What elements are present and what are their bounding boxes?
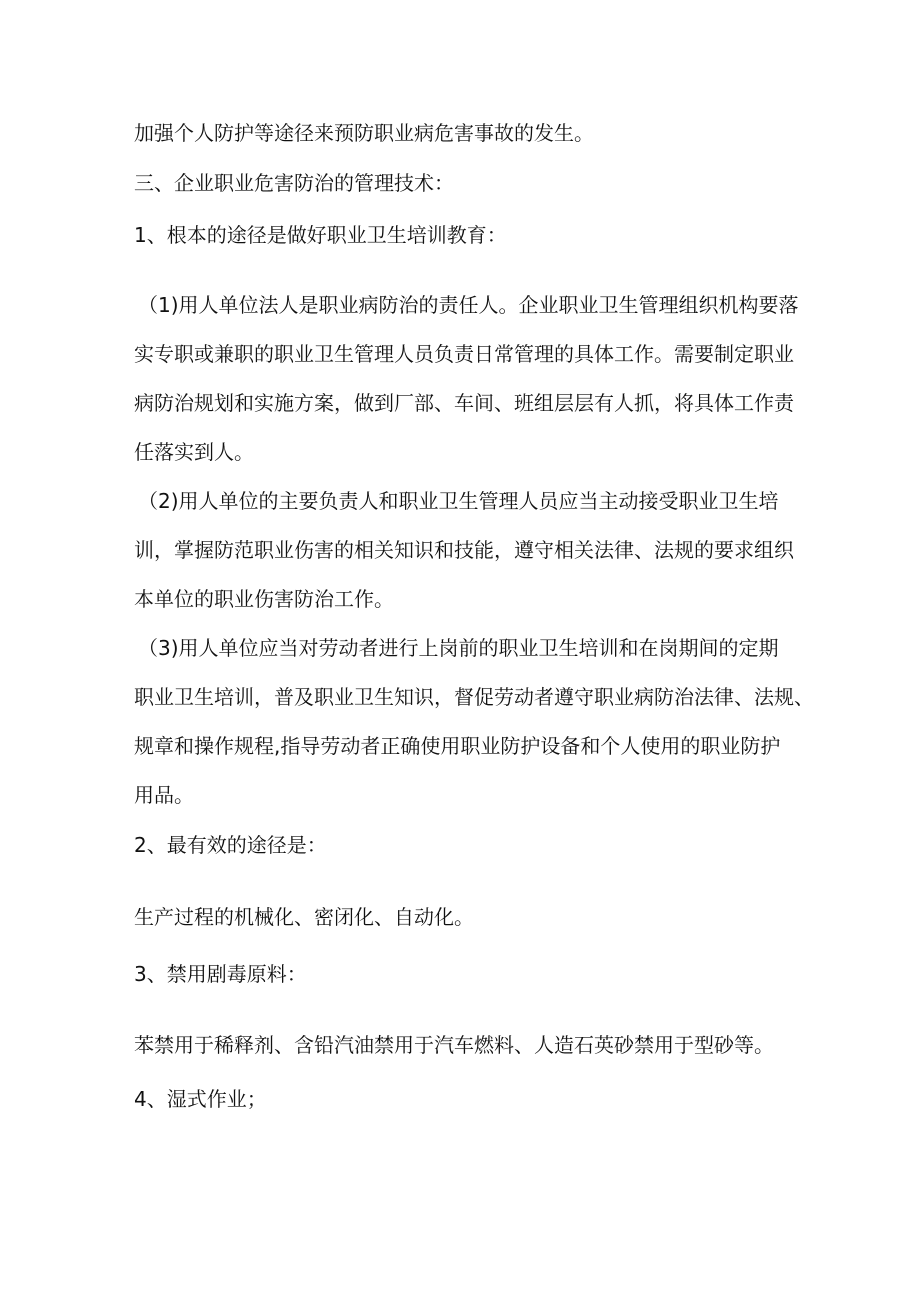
- paragraph-line: 生产过程的机械化、密闭化、自动化。: [134, 905, 474, 929]
- paragraph-line: 任落实到人。: [134, 440, 254, 464]
- paragraph-line: 苯禁用于稀释剂、含铅汽油禁用于汽车燃料、人造石英砂禁用于型砂等。: [134, 1033, 774, 1057]
- paragraph-line: 本单位的职业伤害防治工作。: [134, 587, 394, 611]
- paragraph-line: 实专职或兼职的职业卫生管理人员负责日常管理的具体工作。需要制定职业: [134, 342, 794, 366]
- subsection-heading: 4、湿式作业；: [134, 1087, 267, 1111]
- paragraph-line: 训，掌握防范职业伤害的相关知识和技能，遵守相关法律、法规的要求组织: [134, 538, 794, 562]
- paragraph-line: 病防治规划和实施方案，做到厂部、车间、班组层层有人抓，将具体工作责: [134, 391, 794, 415]
- paragraph-line: 职业卫生培训，普及职业卫生知识，督促劳动者遵守职业病防治法律、法规、: [134, 685, 814, 709]
- paragraph-line: （2)用人单位的主要负责人和职业卫生管理人员应当主动接受职业卫生培: [138, 489, 779, 513]
- paragraph-line: 用品。: [134, 783, 194, 807]
- paragraph-line: 规章和操作规程,指导劳动者正确使用职业防护设备和个人使用的职业防护: [134, 734, 781, 758]
- paragraph-line: 加强个人防护等途径来预防职业病危害事故的发生。: [134, 121, 594, 145]
- paragraph-line: （3)用人单位应当对劳动者进行上岗前的职业卫生培训和在岗期间的定期: [138, 636, 779, 660]
- section-heading: 三、企业职业危害防治的管理技术：: [134, 171, 454, 195]
- subsection-heading: 1、根本的途径是做好职业卫生培训教育：: [134, 223, 507, 247]
- subsection-heading: 3、禁用剧毒原料：: [134, 962, 307, 986]
- subsection-heading: 2、最有效的途径是：: [134, 833, 327, 857]
- paragraph-line: （1)用人单位法人是职业病防治的责任人。企业职业卫生管理组织机构要落: [138, 293, 799, 317]
